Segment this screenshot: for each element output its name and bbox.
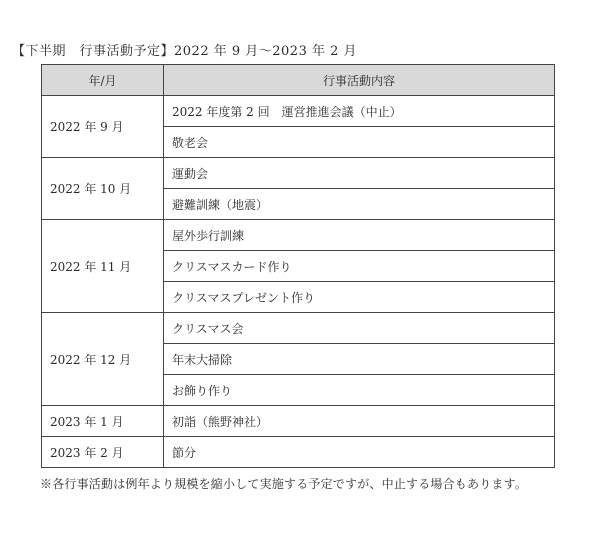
event-cell: クリスマス会 bbox=[164, 313, 555, 344]
month-cell: 2023 年 1 月 bbox=[42, 406, 164, 437]
table-row bbox=[42, 158, 555, 189]
event-cell: 運動会 bbox=[164, 158, 555, 189]
event-cell: お飾り作り bbox=[164, 375, 555, 406]
event-cell: 敬老会 bbox=[164, 127, 555, 158]
month-cell: 2023 年 2 月 bbox=[42, 437, 164, 468]
table-row bbox=[42, 96, 555, 127]
table-row bbox=[42, 437, 555, 468]
event-cell: クリスマスカード作り bbox=[164, 251, 555, 282]
event-cell: 避難訓練（地震） bbox=[164, 189, 555, 220]
table-row bbox=[42, 406, 555, 437]
event-cell: クリスマスプレゼント作り bbox=[164, 282, 555, 313]
header-month: 年/月 bbox=[42, 65, 164, 96]
event-cell: 節分 bbox=[164, 437, 555, 468]
table-row bbox=[42, 313, 555, 344]
schedule-table bbox=[41, 64, 555, 468]
month-cell: 2022 年 10 月 bbox=[42, 158, 164, 220]
event-cell: 2022 年度第 2 回 運営推進会議（中止） bbox=[164, 96, 555, 127]
month-cell: 2022 年 9 月 bbox=[42, 96, 164, 158]
month-cell: 2022 年 12 月 bbox=[42, 313, 164, 406]
event-cell: 年末大掃除 bbox=[164, 344, 555, 375]
event-cell: 屋外歩行訓練 bbox=[164, 220, 555, 251]
header-content: 行事活動内容 bbox=[164, 65, 555, 96]
event-cell: 初詣（熊野神社） bbox=[164, 406, 555, 437]
page-title: 【下半期 行事活動予定】2022 年 9 月～2023 年 2 月 bbox=[12, 44, 358, 59]
table-row bbox=[42, 220, 555, 251]
table-header-row bbox=[42, 65, 555, 96]
month-cell: 2022 年 11 月 bbox=[42, 220, 164, 313]
footnote: ※各行事活動は例年より規模を縮小して実施する予定ですが、中止する場合もあります。 bbox=[40, 477, 528, 491]
